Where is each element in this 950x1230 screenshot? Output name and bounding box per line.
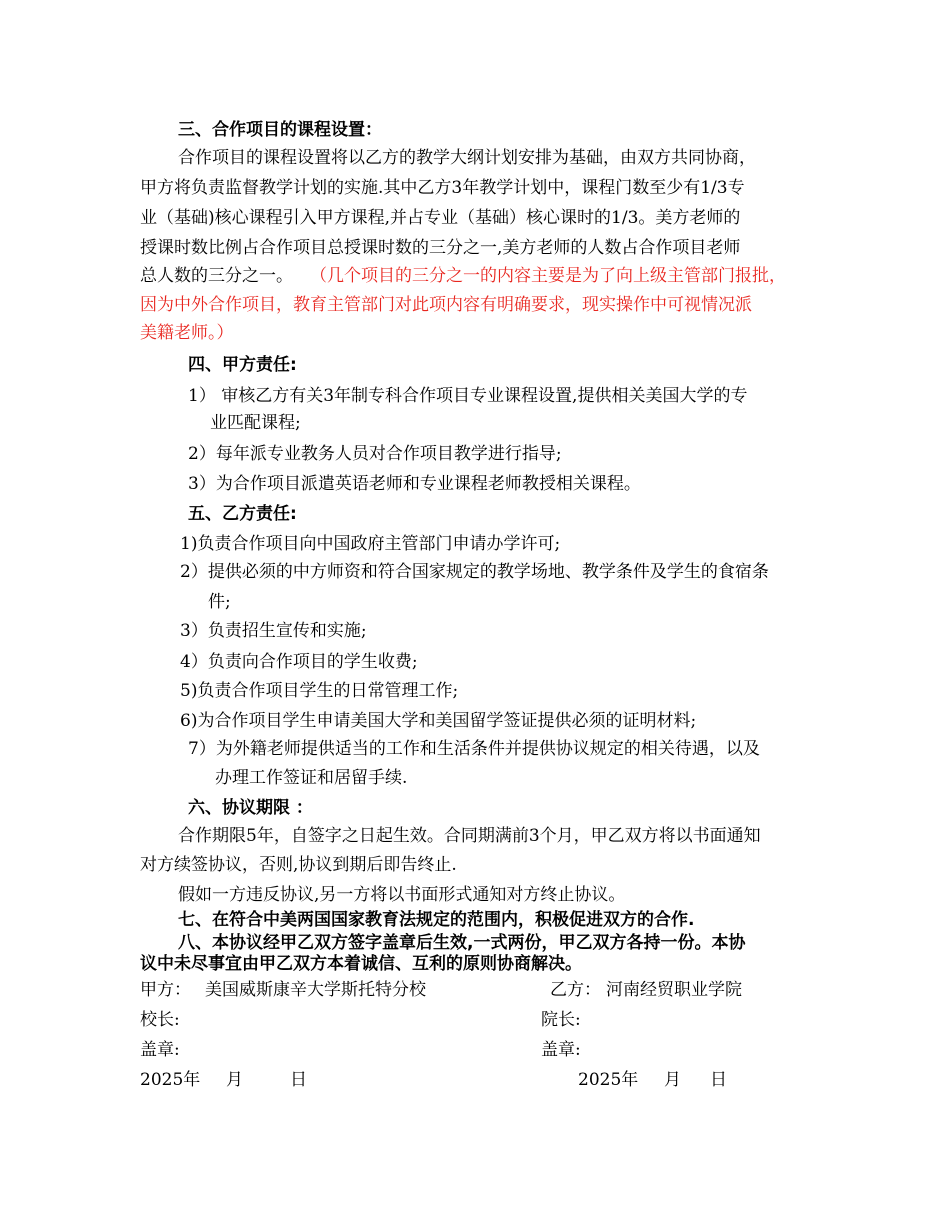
section-4-item: 2）每年派专业教务人员对合作项目教学进行指导; — [188, 444, 562, 464]
section-8-line: 议中未尽事宜由甲乙双方本着诚信、互利的原则协商解决。 — [140, 954, 582, 974]
section-5-item: 7）为外籍老师提供适当的工作和生活条件并提供协议规定的相关待遇，以及 — [188, 739, 760, 759]
section-5-item: 办理工作签证和居留手续. — [215, 768, 408, 788]
date-a-year: 2025年 — [140, 1070, 201, 1090]
section-4-item: 业匹配课程; — [210, 413, 301, 433]
section-5-item: 4）负责向合作项目的学生收费; — [180, 652, 418, 672]
date-b-day: 日 — [710, 1070, 727, 1090]
section-6-heading: 六、协议期限 ： — [188, 798, 313, 818]
section-7-text: 七、在符合中美两国国家教育法规定的范围内，积极促进双方的合作. — [178, 910, 695, 930]
section-4-item: 1） 审核乙方有关3年制专科合作项目专业课程设置,提供相关美国大学的专 — [188, 386, 748, 406]
section-5-item: 1)负责合作项目向中国政府主管部门申请办学许可; — [180, 534, 561, 554]
section-3-paragraph-line: 合作项目的课程设置将以乙方的教学大纲计划安排为基础，由双方共同协商， — [178, 148, 756, 168]
section-8-line: 八、本协议经甲乙双方签字盖章后生效,一式两份，甲乙双方各持一份。本协 — [178, 933, 746, 953]
section-3-note-line: （几个项目的三分之一的内容主要是为了向上级主管部门报批， — [310, 266, 786, 286]
section-5-heading: 五、乙方责任: — [188, 504, 297, 524]
seal-b-label: 盖章: — [541, 1040, 581, 1060]
principal-label: 校长: — [140, 1010, 180, 1030]
section-5-item: 3）负责招生宣传和实施; — [180, 621, 367, 641]
date-b-year: 2025年 — [578, 1070, 639, 1090]
date-a-day: 日 — [290, 1070, 307, 1090]
section-3-note-line: 美籍老师。） — [140, 323, 234, 343]
section-5-item: 件; — [208, 592, 231, 612]
party-a-name: 美国威斯康辛大学斯托特分校 — [205, 980, 426, 1000]
section-3-paragraph-line: 授课时数比例占合作项目总授课时数的三分之一,美方老师的人数占合作项目老师 — [140, 238, 741, 258]
section-3-paragraph-line: 业（基础)核心课程引入甲方课程,并占专业（基础）核心课时的1/3。美方老师的 — [140, 208, 741, 228]
party-a-label: 甲方： — [140, 980, 191, 1000]
section-5-item: 2）提供必须的中方师资和符合国家规定的教学场地、教学条件及学生的食宿条 — [180, 562, 769, 582]
dean-label: 院长: — [541, 1010, 581, 1030]
section-5-item: 5)负责合作项目学生的日常管理工作; — [180, 681, 459, 701]
section-6-paragraph-line: 对方续签协议，否则,协议到期后即告终止. — [140, 855, 457, 875]
section-4-heading: 四、甲方责任: — [188, 355, 297, 375]
party-b-label: 乙方： — [550, 980, 601, 1000]
section-3-heading: 三、合作项目的课程设置： — [178, 120, 382, 140]
section-6-paragraph-line: 假如一方违反协议,另一方将以书面形式通知对方终止协议。 — [178, 885, 626, 905]
seal-a-label: 盖章: — [140, 1040, 180, 1060]
section-4-item: 3）为合作项目派遣英语老师和专业课程老师教授相关课程。 — [188, 474, 641, 494]
section-5-item: 6)为合作项目学生申请美国大学和美国留学签证提供必须的证明材料; — [180, 711, 697, 731]
section-3-paragraph-line: 总人数的三分之一。 — [140, 266, 293, 286]
date-b-month: 月 — [664, 1070, 681, 1090]
section-3-paragraph-line: 甲方将负责监督教学计划的实施.其中乙方3年教学计划中，课程门数至少有1/3专 — [140, 178, 745, 198]
section-3-note-line: 因为中外合作项目，教育主管部门对此项内容有明确要求，现实操作中可视情况派 — [140, 295, 752, 315]
date-a-month: 月 — [226, 1070, 243, 1090]
section-6-paragraph-line: 合作期限5年，自签字之日起生效。合同期满前3个月，甲乙双方将以书面通知 — [178, 826, 761, 846]
party-b-name: 河南经贸职业学院 — [606, 980, 742, 1000]
